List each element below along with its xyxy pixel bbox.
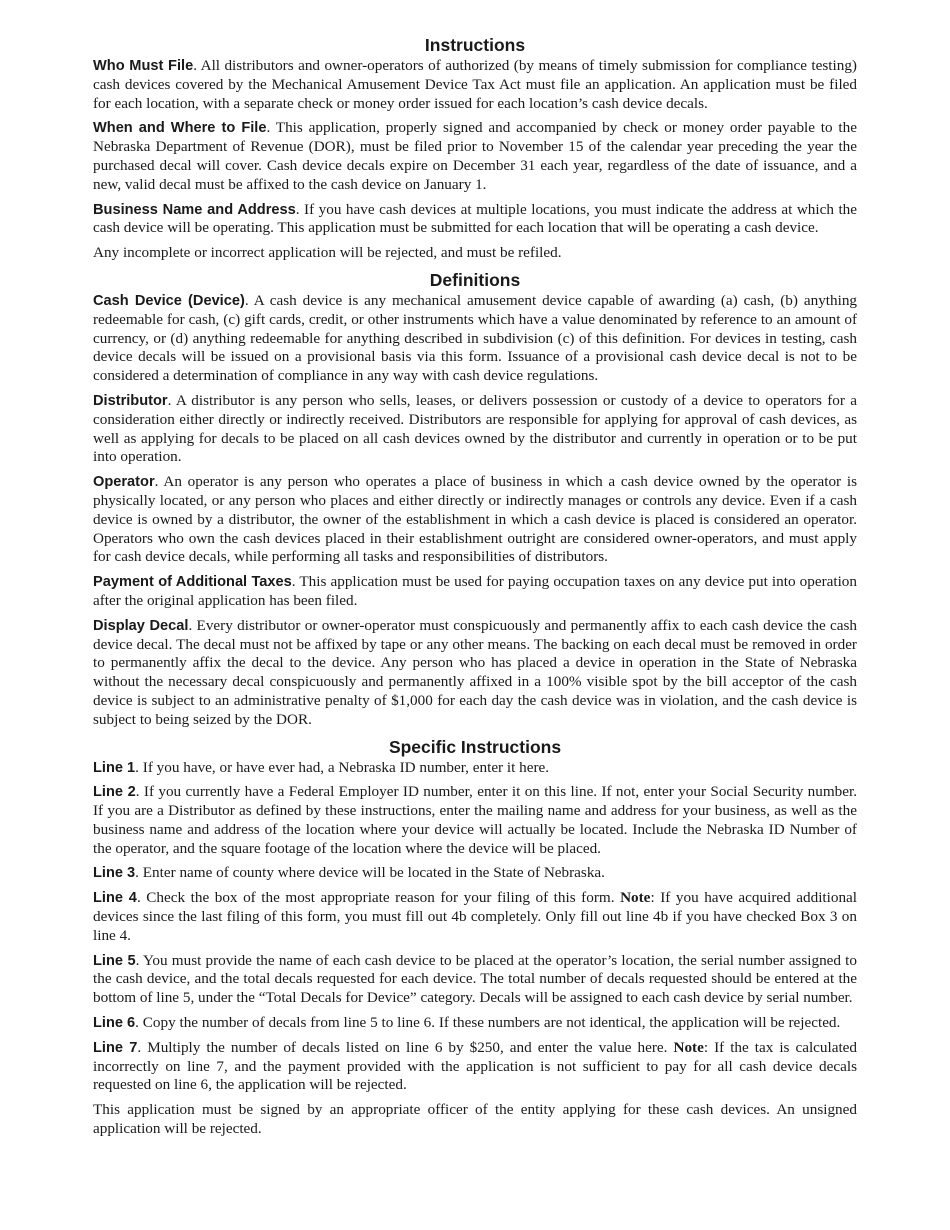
line-4-term: Line 4	[93, 890, 137, 907]
line-4-text-b: : If you have acquired additional devices since the last filing of this form, you must fill out 4b completely. Only fill out line 4b if you have checked Box 3 on line 4.	[93, 889, 857, 944]
line-1-term: Line 1	[93, 759, 136, 776]
incomplete-application-paragraph: Any incomplete or incorrect application will be rejected, and must be refiled.	[93, 244, 562, 262]
line-6-text: . Copy the number of decals from line 5 to line 6. If these numbers are not identical, the application will be rejected.	[135, 1014, 841, 1032]
line-1-text: . If you have, or have ever had, a Nebraska ID number, enter it here.	[135, 758, 550, 776]
when-where-paragraph	[93, 119, 857, 194]
definitions-heading: Definitions	[429, 269, 521, 290]
line-2-paragraph	[93, 783, 857, 858]
line-7-text-b: : If the tax is calculated incorrectly on line 7, and the payment provided with the application is not sufficient to pay for all cash device decals requested on line 6, the application will be rejected.	[93, 1038, 858, 1094]
distributor-term: Distributor	[93, 392, 168, 409]
display-decal-paragraph	[93, 617, 857, 730]
business-name-term: Business Name and Address	[93, 201, 296, 218]
line-2-term: Line 2	[93, 784, 136, 801]
line-4-text-a: . Check the box of the most appropriate reason for your filing of this form.	[136, 889, 621, 907]
line-2-text: . If you currently have a Federal Employer ID number, enter it on this line. If not, enter your Social Security number. If you are a Distributor as defined by these instructions, enter the mailing name and address for your business, as well as the business name and address of the location where your device will actually be located. Include the Nebraska ID Number of the operator, and the square footage of the location where the device will be placed.	[93, 783, 858, 857]
line-5-text: . You must provide the name of each cash device to be placed at the operator’s location, the serial number assigned to the cash device, and the total decals requested for each device. The total number of decals requested should be entered at the bottom of line 5, under the “Total Decals for Device” category. Decals will be assigned to each cash device by serial number.	[93, 951, 857, 1007]
business-name-text: . If you have cash devices at multiple locations, you must indicate the address at which the cash device will be operating. This application must be submitted for each location that will be operating a cash device.	[93, 200, 858, 237]
business-name-paragraph	[93, 201, 857, 239]
payment-text: . This application must be used for paying occupation taxes on any device put into operation after the original application has been filed.	[93, 573, 857, 609]
line-7-paragraph	[93, 1039, 857, 1095]
line-5-term: Line 5	[93, 952, 136, 969]
payment-paragraph	[93, 573, 857, 611]
line-5-paragraph	[93, 952, 857, 1008]
when-where-text: . This application, properly signed and accompanied by check or money order payable to the Nebraska Department of Revenue (DOR), must be filed prior to November 15 of the calendar year preceding the year the purchased decal will cover. Cash device decals expire on December 31 each year, regardless of the date of issuance, and a new, valid decal must be affixed to the cash device on January 1.	[93, 119, 857, 193]
line-4-paragraph	[93, 889, 857, 945]
cash-device-paragraph	[93, 292, 857, 386]
line-6-paragraph	[93, 1014, 857, 1033]
line-3-term: Line 3	[93, 865, 136, 882]
who-must-file-text: . All distributors and owner-operators of authorized (by means of timely submission for compliance testing) cash devices covered by the Mechanical Amusement Device Tax Act must file an application. An application must be filed for each location, with a separate check or money order issued for each location’s cash device decals.	[93, 57, 857, 112]
operator-text: . An operator is any person who operates a place of business in which a cash device owned by the operator is physically located, or any person who places and either directly or indirectly manages or controls any device. Even if a cash device is owned by a distributor, the owner of the establishment in which a cash device is placed is considered an operator. Operators who own the cash devices placed in their establishment outright are considered owner-operators, and must apply for cash device decals, while performing all tasks and responsibilities of distributors.	[93, 473, 857, 566]
operator-term: Operator	[93, 474, 155, 491]
distributor-text: . A distributor is any person who sells, leases, or delivers possession or custody of a device to operators for a consideration either directly or indirectly received. Distributors are responsible for applying for approval of cash devices, as well as applying for decals to be placed on all cash devices owned by the distributor and currently in operation or to be put into operation.	[93, 391, 857, 466]
instructions-heading: Instructions	[424, 35, 526, 55]
line-7-text-a: . Multiply the number of decals listed on line 6 by $250, and enter the value here.	[137, 1038, 674, 1056]
distributor-paragraph	[93, 392, 857, 467]
signature-paragraph: This application must be signed by an appropriate officer of the entity applying for these cash devices. An unsigned application will be rejected.	[93, 1101, 857, 1138]
line-3-text: . Enter name of county where device will be located in the State of Nebraska.	[135, 864, 605, 882]
line-6-term: Line 6	[93, 1015, 136, 1032]
display-decal-text: . Every distributor or owner-operator must conspicuously and permanently affix to each cash device the cash device decal. The decal must not be affixed by tape or any other means. The backing on each decal must be removed in order to permanently affix the decal to the device. Any person who has placed a device in operation in the State of Nebraska without the necessary decal conspicuously and permanently affixed in a 100% visible spot by the bill acceptor of the cash device is subject to an administrative penalty of $1,000 for each day the cash device was in violation, and the cash device is subject to being seized by the DOR.	[93, 616, 857, 728]
line-4-note-label: Note	[620, 889, 651, 907]
who-must-file-term: Who Must File	[93, 58, 194, 74]
display-decal-term: Display Decal	[93, 617, 189, 634]
line-1-paragraph	[93, 759, 857, 778]
cash-device-text: . A cash device is any mechanical amusement device capable of awarding (a) cash, (b) anything redeemable for cash, (c) gift cards, credit, or other instruments which have a value denominated by reference to an amount of currency, or (d) anything redeemable for anything described in subdivision (c) of this definition. For devices in testing, cash device decals will be issued on a provisional basis via this form. Issuance of a provisional cash device decal is not to be considered a determination of compliance in any way with cash device regulations.	[93, 291, 858, 385]
specific-instructions-heading: Specific Instructions	[388, 736, 562, 757]
who-must-file-paragraph	[93, 57, 857, 113]
when-where-term: When and Where to File	[93, 120, 267, 137]
line-3-paragraph	[93, 864, 857, 883]
cash-device-term: Cash Device (Device)	[93, 292, 245, 309]
line-7-term: Line 7	[93, 1039, 138, 1056]
operator-paragraph	[93, 473, 857, 567]
line-7-note-label: Note	[673, 1038, 704, 1056]
payment-term: Payment of Additional Taxes	[93, 574, 292, 591]
